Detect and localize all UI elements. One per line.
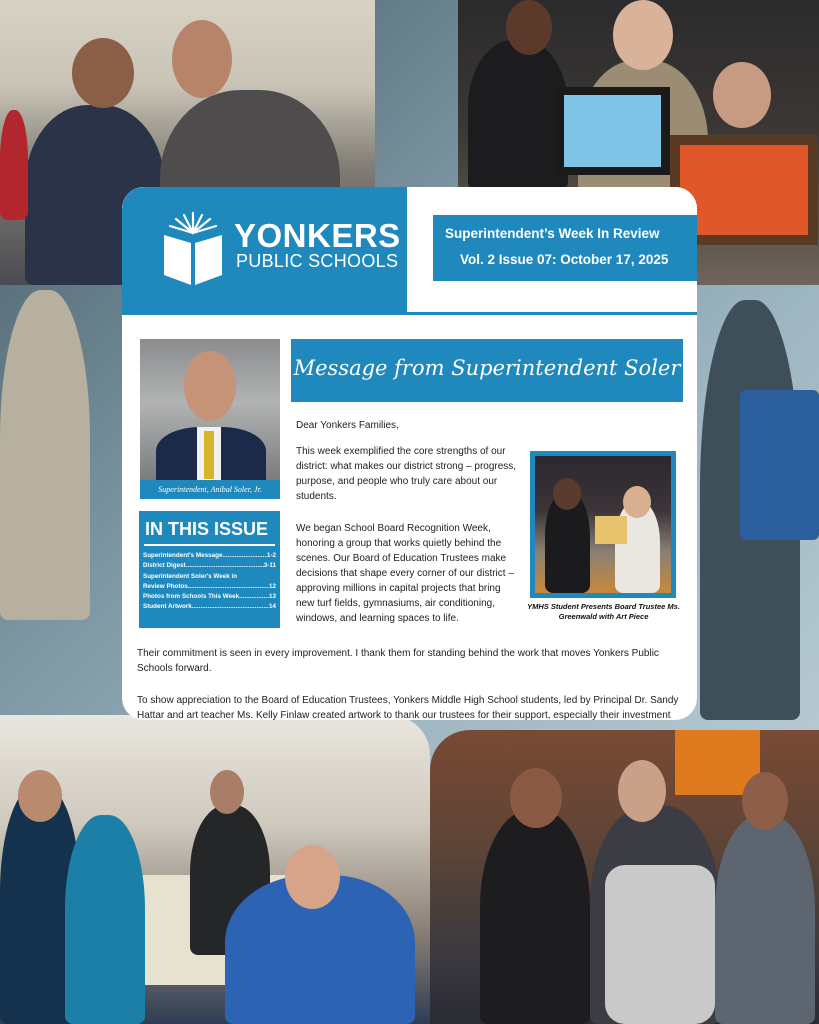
masthead <box>122 187 697 312</box>
in-this-issue-list <box>143 551 276 613</box>
greeting: Dear Yonkers Families, <box>296 420 399 431</box>
book-sunburst-icon <box>160 211 226 287</box>
issue-date: Vol. 2 Issue 07: October 17, 2025 <box>460 252 669 267</box>
in-this-issue-rule <box>144 544 275 546</box>
portrait-caption: Superintendent, Anibal Soler, Jr. <box>140 480 280 499</box>
message-banner <box>291 339 683 402</box>
photo-bottom-left <box>0 715 430 1024</box>
logo-panel <box>122 187 407 312</box>
district-subtitle: PUBLIC SCHOOLS <box>236 251 399 271</box>
newsletter-title-box <box>433 215 697 281</box>
toc-item[interactable]: District Digest ..... 3-11 <box>143 561 276 571</box>
art-presentation-photo <box>535 456 671 593</box>
message-title: Message from Superintendent Soler <box>293 356 681 380</box>
superintendent-portrait <box>140 339 280 480</box>
toc-item[interactable]: Review Photos ..... 12 <box>143 582 276 592</box>
newsletter-page <box>122 187 697 720</box>
paragraph-2-continued: Their commitment is seen in every improvement. I thank them for standing behind the work that moves Yonkers Public Schools forward. <box>137 648 659 674</box>
art-presentation-photo-frame <box>530 451 676 598</box>
in-this-issue-box <box>139 511 280 628</box>
paragraph-2: We began School Board Recognition Week, honoring a group that works quietly behind the scenes. Our Board of Education Trustees make decisions that shape every corner of our district – approving millions in capital projects that bring new turf fields, gymnasiums, air conditioning, windows, and learning spaces to life. <box>296 523 514 624</box>
toc-item[interactable]: Superintendent's Message ..... 1-2 <box>143 551 276 561</box>
masthead-divider <box>122 312 697 315</box>
art-presentation-caption: YMHS Student Presents Board Trustee Ms. Greenwald with Art Piece <box>527 602 680 621</box>
toc-item[interactable]: Superintendent Soler's Week in <box>143 572 238 580</box>
toc-item[interactable]: Photos from Schools This Week ..... 13 <box>143 592 276 602</box>
newsletter-title: Superintendent’s Week In Review <box>445 226 660 241</box>
toc-item[interactable]: Student Artwork ..... 14 <box>143 602 276 612</box>
photo-bottom-right <box>430 730 819 1024</box>
paragraph-3: To show appreciation to the Board of Education Trustees, Yonkers Middle High School students, led by Principal Dr. Sandy Hattar and art teacher Ms. Kelly Finlaw created artwork to thank our trustees for their support, especially their investment <box>137 695 679 720</box>
in-this-issue-title: IN THIS ISSUE <box>145 519 269 539</box>
district-name: YONKERS <box>234 217 401 254</box>
paragraph-1: This week exemplified the core strengths of our district: what makes our district strong – progress, purpose, and people who truly care about our students. <box>296 446 517 502</box>
